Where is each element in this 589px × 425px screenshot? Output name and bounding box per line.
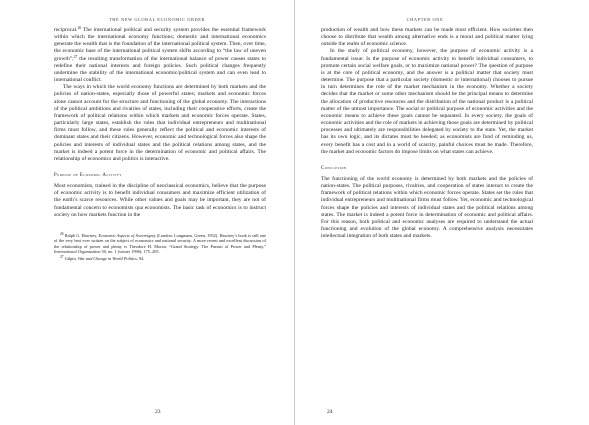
right-page <box>295 0 589 425</box>
left-page <box>0 0 294 425</box>
section-heading-purpose: Purpose of Economic Activity <box>54 172 122 178</box>
running-head-right: CHAPTER ONE <box>406 17 444 22</box>
footnote: $^{27}$ Gilpin, War and Change in World Politics, 94. <box>60 254 145 261</box>
left-body-paragraphs <box>54 27 266 163</box>
page-number-left: 23 <box>155 409 161 415</box>
body-paragraph: Most economists, trained in the discipline of neoclassical economics, believe that the purpose of economic activity is to benefit individual consumers and maximize efficient utilization of the earth’s scarce resources. While other values and goals may be important, they are not of fundamental concern to economists qua economists. The basic task of economics is to instruct society on how markets function in the <box>54 183 266 218</box>
footnotes <box>54 233 266 261</box>
footnote: $^{26}$ Ralph G. Hawtrey, Economic Aspects of Sovereignty (London: Longmans, Green, 1952). Hawtrey’s book is still one of the very best ever written on the subject of economics and national security. A more recent and excellent discussion of the relationship of power and plenty is Theodore H. Moran, “Grand Strategy: The Pursuit of Power and Plenty,” International Organization 50, no. 1 (winter 1996): 175–205. <box>54 231 266 255</box>
section-heading-conclusion: Conclusion <box>321 165 347 171</box>
body-paragraph: The functioning of the world economy is determined by both markets and the policies of nation-states. The political purposes, rivalries, and cooperation of states interact to create the framework of political relations within which economic forces operate. States set the rules that individual entrepreneurs and multinational firms must follow. Yet, economic and technological forces shape the policies and interests of individual states and the political relations among states. The market is indeed a potent force in determination of economic and political affairs. For this reason, both political and economic analyses are required to understand the actual functioning and evolution of the global economy. A comprehensive analysis necessitates intellectual integration of both states and markets. <box>321 175 533 240</box>
right-text-block <box>321 27 533 240</box>
right-section-paragraphs <box>321 176 533 240</box>
body-paragraph: The ways in which the world economy functions are determined by both markets and the policies of nation-states, especially those of powerful states; markets and economic forces alone cannot account for the structure and functioning of the global economy. The interactions of the political ambitions and rivalries of states, including their cooperative efforts, create the framework of political relations within which markets and economic forces operate. States, particularly large states, establish the rules that individual entrepreneurs and multinational firms must follow, and these rules generally reflect the political and economic interests of dominant states and their citizens. However, economic and technological forces also shape the policies and interests of individual states and the political relations among states, and the market is indeed a potent force in the determination of economic and political affairs. The relationship of economics and politics is interactive. <box>54 84 266 162</box>
running-head-left: THE NEW GLOBAL ECONOMIC ORDER <box>108 17 206 22</box>
body-paragraph: reciprocal.$^{26}$ The international political and security system provides the essential framework within which the international economy functions; domestic and international economics generate the wealth that is the foundation of the international political system. Then, over time, the economic base of the international political system shifts according to “the law of uneven growth”;$^{27}$ the resulting transformation of the international balance of power causes states to redefine their national interests and foreign policies. Such political changes frequently undermine the stability of the international economic/political system and can even lead to international conflict. <box>54 25 266 84</box>
right-body-paragraphs <box>321 27 533 156</box>
left-section-paragraphs <box>54 183 266 219</box>
body-paragraph: In the study of political economy, however, the purpose of economic activity is a fundamental issue: Is the purpose of economic activity to benefit individual consumers, to promote certain social welfare goals, or to maximize national power? The question of purpose is at the core of political economy, and the answer is a political matter that society must determine. The purpose that a particular society (domestic or international) chooses to pursue in turn determines the role of the market mechanism in the economy. Whether a society decides that the market or some other mechanism should be the principal means to determine the allocation of productive resources and the distribution of the national product is a political matter of the utmost importance. The social or political purpose of economic activities and the economic means to achieve these goals cannot be separated. In every society, the goals of economic activities and the role of markets in achieving those goals are determined by political processes and ultimately are responsibilities delegated by society to the state. Yet, the market has its own logic, and its dictates must be heeded; as economists are fond of reminding us, every benefit has a cost and in a world of scarcity, painful choices must be made. Therefore, the market and economic factors do impose limits on what states can achieve. <box>321 48 533 155</box>
body-paragraph: production of wealth and how these markets can be made most efficient. How societies then choose to distribute that wealth among alternative ends is a moral and political matter lying outside the realm of economic science. <box>321 27 533 48</box>
page-number-right: 24 <box>327 409 333 415</box>
left-text-block <box>54 27 266 262</box>
